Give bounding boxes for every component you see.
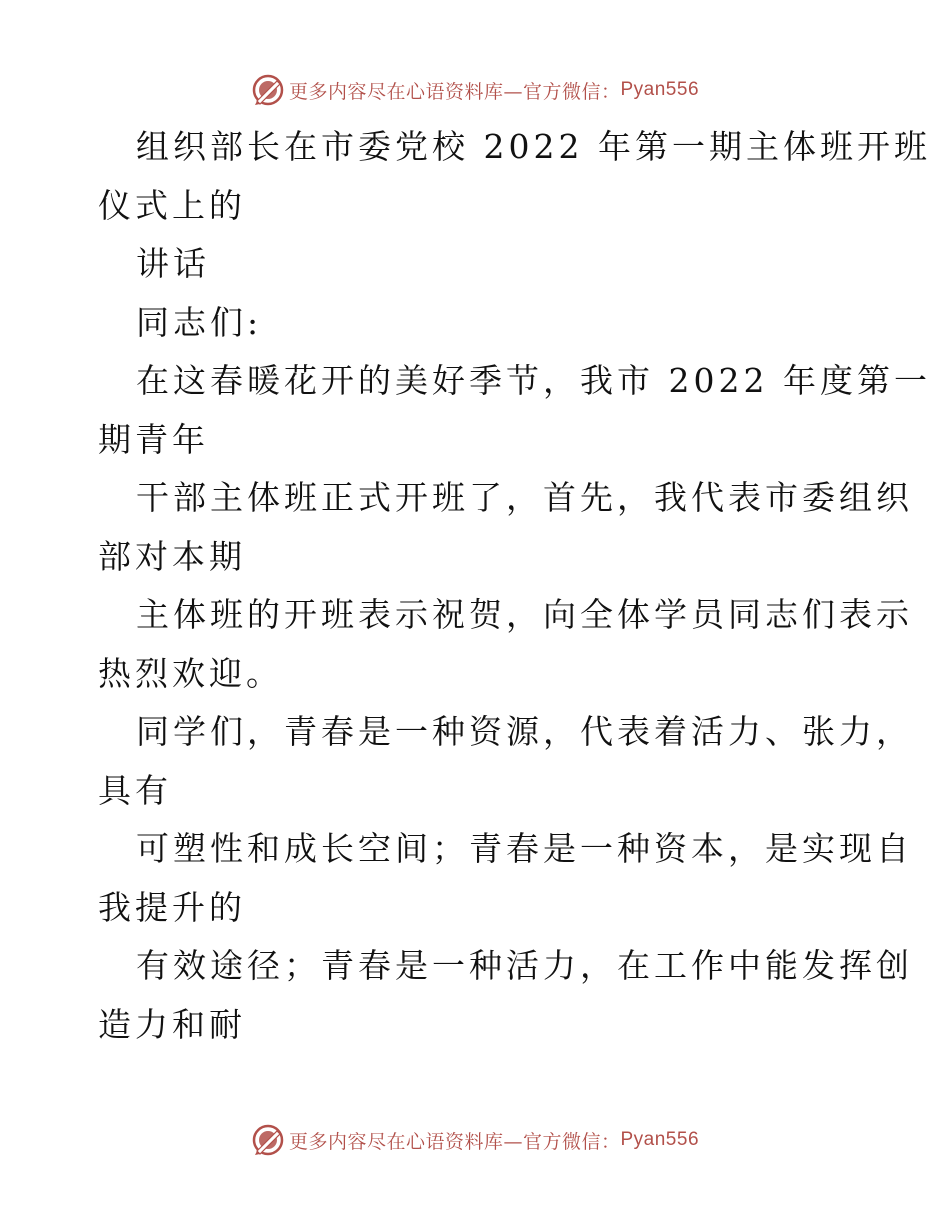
text-line: 仪式上的 [98, 185, 246, 225]
pen-seal-icon [251, 1123, 285, 1157]
pen-seal-icon [251, 73, 285, 107]
watermark-wechat-id: Pyan556 [620, 1129, 700, 1150]
text-line: 组织部长在市委党校 2022 年第一期主体班开班 [136, 127, 931, 166]
text-line: 期青年 [98, 419, 209, 459]
text-line: 部对本期 [98, 536, 246, 576]
document-body [98, 118, 931, 1054]
text-line: 主体班的开班表示祝贺，向全体学员同志们表示 [136, 595, 913, 634]
text-line: 热烈欢迎。 [98, 653, 283, 693]
watermark-text: 更多内容尽在心语资料库—官方微信： [288, 80, 621, 103]
text-line: 造力和耐 [98, 1004, 246, 1044]
text-line: 干部主体班正式开班了，首先，我代表市委组织 [136, 478, 913, 517]
text-line: 同志们: [136, 302, 263, 342]
watermark-text: 更多内容尽在心语资料库—官方微信： [288, 1130, 621, 1153]
watermark-wechat-id: Pyan556 [620, 79, 700, 100]
text-line: 有效途径；青春是一种活力，在工作中能发挥创 [136, 946, 913, 985]
text-line: 在这春暖花开的美好季节，我市 2022 年度第一 [136, 361, 931, 400]
text-line: 讲话 [136, 244, 210, 283]
footer-watermark [0, 1120, 950, 1160]
header-watermark [0, 70, 950, 110]
text-line: 同学们，青春是一种资源，代表着活力、张力， [136, 712, 913, 751]
text-line: 我提升的 [98, 887, 246, 927]
text-line: 可塑性和成长空间；青春是一种资本，是实现自 [136, 829, 913, 868]
text-line: 具有 [98, 770, 172, 810]
